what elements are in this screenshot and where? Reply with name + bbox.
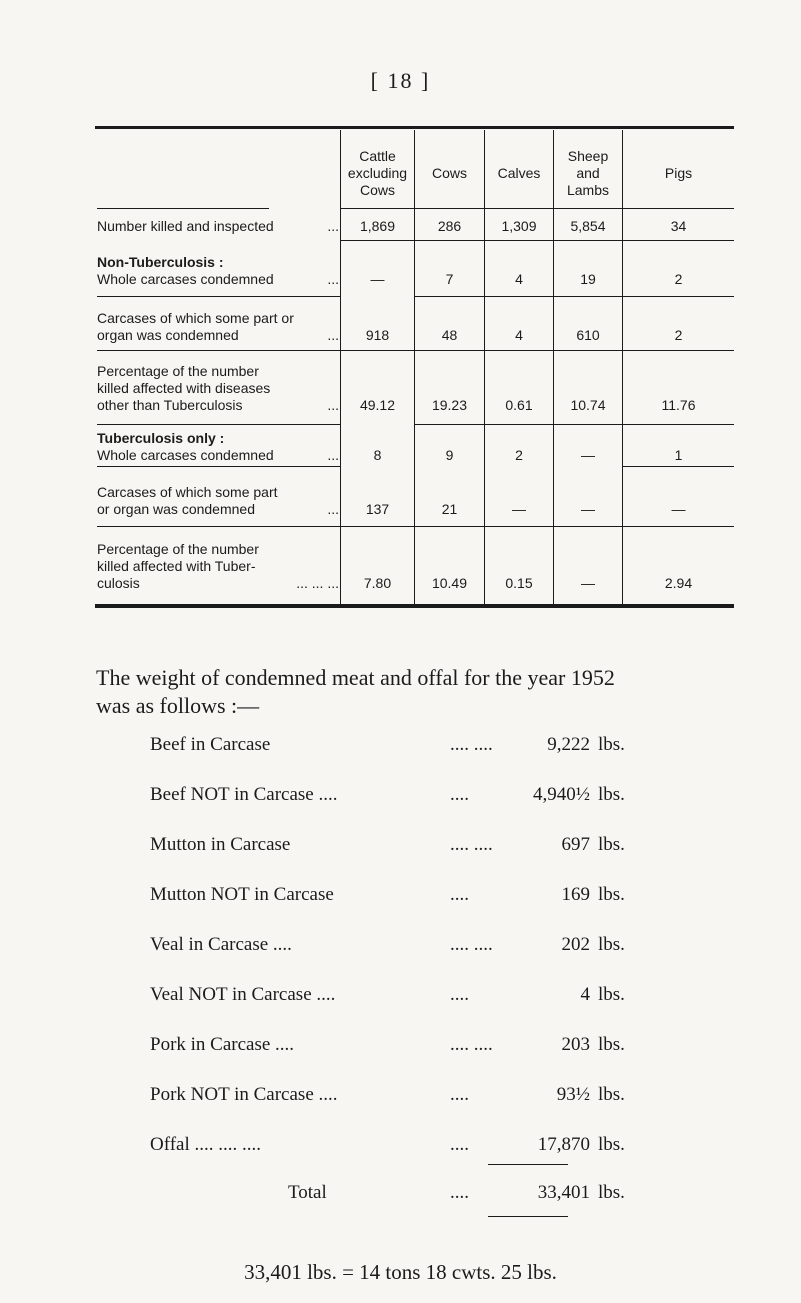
table-cell: 7 [445, 271, 454, 287]
leader-dots: .... .... [450, 734, 493, 755]
weight-unit: lbs. [598, 1084, 625, 1105]
column-divider [622, 130, 623, 604]
weight-unit: lbs. [598, 1134, 625, 1155]
leader-dots: .... [450, 784, 469, 805]
row-label [97, 218, 339, 235]
col-header-line: Sheep [567, 148, 609, 164]
table-cell: 8 [373, 447, 382, 463]
row-label [97, 484, 339, 518]
weight-unit: lbs. [598, 784, 625, 805]
leader-dots: ... [327, 271, 339, 287]
table-cell: 918 [365, 327, 390, 343]
leader-dots: .... [450, 1182, 469, 1203]
row-divider [622, 466, 734, 467]
leader-dots: .... .... [450, 934, 493, 955]
paragraph-line: was as follows :— [96, 693, 260, 718]
weight-value: 202 [561, 934, 590, 955]
row-label-text: Whole carcases condemned [97, 271, 274, 287]
table-cell: 286 [437, 218, 462, 234]
weight-value: 17,870 [537, 1134, 590, 1155]
col-header-calves [485, 165, 553, 182]
weight-value: 697 [561, 834, 590, 855]
row-label-line: killed affected with Tuber- [97, 558, 256, 574]
table-cell: — [512, 501, 526, 517]
col-header-line: Lambs [566, 182, 610, 198]
weights-intro-paragraph [96, 664, 696, 720]
row-label-text: culosis [97, 575, 140, 591]
row-divider [340, 240, 734, 241]
table-cell: 7.80 [363, 575, 392, 591]
table-cell: 49.12 [359, 397, 396, 413]
row-divider [97, 424, 340, 425]
column-divider [484, 130, 485, 604]
weight-row [150, 834, 660, 860]
leader-dots: .... [450, 984, 469, 1005]
row-label [97, 430, 339, 464]
weight-label: Veal in Carcase .... [150, 934, 292, 955]
col-header-line: Cows [431, 165, 467, 181]
table-cell: 2 [674, 327, 683, 343]
table-cell: 11.76 [661, 397, 696, 413]
page-number: [ 18 ] [370, 68, 431, 93]
leader-dots: .... [450, 884, 469, 905]
col-header-line: Calves [497, 165, 541, 181]
row-label-line: Carcases of which some part [97, 484, 278, 500]
row-label-line: Percentage of the number [97, 363, 259, 379]
weight-value: 93½ [556, 1084, 590, 1105]
weight-row [150, 1034, 660, 1060]
paragraph-line [96, 664, 696, 692]
row-label-text: Whole carcases condemned [97, 447, 274, 463]
weight-unit: lbs. [598, 984, 625, 1005]
weight-row [150, 934, 660, 960]
leader-dots: ... [327, 501, 339, 517]
col-header-line: Cows [359, 182, 395, 198]
weight-value: 169 [561, 884, 590, 905]
weight-unit: lbs. [598, 1034, 625, 1055]
table-cell: 2 [674, 271, 683, 287]
leader-dots: .... [450, 1134, 469, 1155]
total-unit: lbs. [598, 1182, 625, 1203]
table-cell: 1,869 [359, 218, 396, 234]
weight-label: Veal NOT in Carcase .... [150, 984, 336, 1005]
col-header-cattle [341, 148, 414, 199]
weight-label: Pork NOT in Carcase .... [150, 1084, 338, 1105]
weight-row [150, 1084, 660, 1110]
col-header-sheep [554, 148, 622, 199]
table-cell: 2 [515, 447, 523, 463]
col-header-line: excluding [347, 165, 408, 181]
column-divider [553, 130, 554, 604]
table-cell: 0.61 [505, 397, 533, 413]
column-divider [340, 130, 341, 604]
table-cell: — [671, 501, 686, 517]
weight-unit: lbs. [598, 734, 625, 755]
paragraph-text: The weight of condemned meat and offal for the year 1952 [96, 665, 615, 690]
row-label-text: or organ was condemned [97, 501, 255, 517]
row-label [97, 363, 339, 414]
col-header-pigs [623, 165, 734, 182]
row-label-line: killed affected with diseases [97, 380, 271, 396]
table-cell: — [581, 575, 595, 591]
table-cell: 10.49 [431, 575, 468, 591]
table-bottom-rule [95, 604, 734, 608]
total-rule [488, 1216, 568, 1217]
leader-dots: .... .... [450, 1034, 493, 1055]
row-divider [97, 208, 269, 209]
weight-label: Offal .... .... .... [150, 1134, 261, 1155]
table-cell: 34 [670, 218, 687, 234]
row-label [97, 541, 339, 592]
row-divider [97, 350, 734, 351]
col-header-cows [415, 165, 484, 182]
table-cell: — [581, 447, 595, 463]
table-cell: — [370, 271, 385, 287]
table-cell: 137 [365, 501, 390, 517]
leader-dots: ... [327, 447, 339, 463]
weight-label: Mutton in Carcase [150, 834, 291, 855]
conversion-line: 33,401 lbs. = 14 tons 18 cwts. 25 lbs. [244, 1260, 557, 1284]
weight-value: 9,222 [547, 734, 590, 755]
row-label-text: Number killed and inspected [97, 218, 274, 234]
weight-row [150, 1134, 660, 1160]
row-divider [340, 208, 734, 209]
row-label [97, 254, 339, 288]
row-divider [414, 424, 734, 425]
leader-dots: ... [327, 397, 339, 413]
weight-unit: lbs. [598, 934, 625, 955]
row-divider [97, 526, 734, 527]
weight-value: 4 [580, 984, 590, 1005]
table-cell: 21 [441, 501, 458, 517]
leader-dots: ... [327, 327, 339, 343]
table-cell: 610 [576, 327, 600, 343]
weight-label: Beef NOT in Carcase .... [150, 784, 338, 805]
row-section-title: Tuberculosis only : [97, 430, 225, 446]
sum-rule [488, 1164, 568, 1165]
col-header-line: Pigs [664, 165, 693, 181]
table-cell: 1 [674, 447, 683, 463]
total-label: Total [288, 1182, 327, 1203]
row-section-title: Non-Tuberculosis : [97, 254, 224, 270]
row-label-text: organ was condemned [97, 327, 239, 343]
table-cell: 10.74 [570, 397, 606, 413]
row-divider [414, 296, 734, 297]
table-cell: 19 [580, 271, 596, 287]
col-header-line: and [576, 165, 600, 181]
total-row [150, 1182, 660, 1208]
row-label-line: Percentage of the number [97, 541, 259, 557]
weight-row [150, 884, 660, 910]
weight-value: 4,940½ [533, 784, 590, 805]
table-cell: 9 [445, 447, 454, 463]
row-divider [97, 466, 340, 467]
table-cell: 4 [515, 271, 523, 287]
column-divider [414, 130, 415, 604]
table-cell: 48 [441, 327, 458, 343]
leader-dots: ... [327, 218, 339, 234]
weight-unit: lbs. [598, 834, 625, 855]
row-label-text: other than Tuberculosis [97, 397, 243, 413]
weight-row [150, 984, 660, 1010]
total-value: 33,401 [537, 1182, 590, 1203]
table-cell: 5,854 [570, 218, 606, 234]
weight-value: 203 [561, 1034, 590, 1055]
weight-label: Pork in Carcase .... [150, 1034, 295, 1055]
weight-label: Mutton NOT in Carcase [150, 884, 334, 905]
table-top-rule [95, 126, 734, 129]
weight-label: Beef in Carcase [150, 734, 271, 755]
table-cell: — [581, 501, 595, 517]
leader-dots: .... .... [450, 834, 493, 855]
weight-unit: lbs. [598, 884, 625, 905]
table-cell: 0.15 [505, 575, 533, 591]
col-header-line: Cattle [359, 148, 396, 164]
weight-row [150, 784, 660, 810]
table-cell: 1,309 [501, 218, 537, 234]
row-divider [97, 296, 340, 297]
table-cell: 2.94 [664, 575, 693, 591]
leader-dots: .... [450, 1084, 469, 1105]
row-label-line: Carcases of which some part or [97, 310, 294, 326]
table-cell: 4 [515, 327, 523, 343]
weight-row [150, 734, 660, 760]
row-label [97, 310, 339, 344]
leader-dots: ... ... ... [296, 575, 339, 591]
table-cell: 19.23 [431, 397, 468, 413]
